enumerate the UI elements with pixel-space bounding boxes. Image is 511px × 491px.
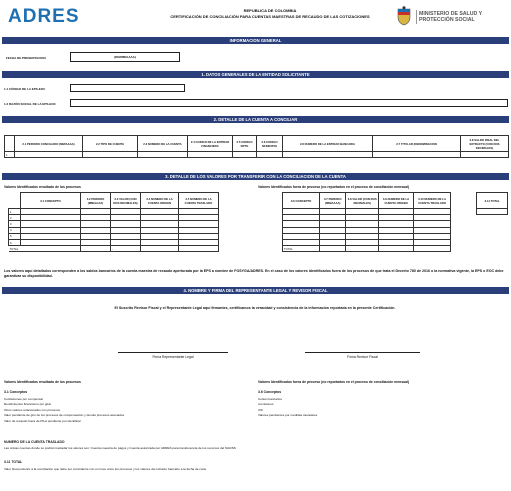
section1-bar: 1. DATOS GENERALES DE LA ENTIDAD SOLICITANTE [2, 71, 509, 78]
list-item: Otros valores relacionados con procesos [4, 407, 61, 412]
section2-bar: 2. DETALLE DE LA CUENTA A CONCILIAR [2, 116, 509, 123]
total-value-fuera: - [346, 246, 379, 252]
table-row: 3 [9, 221, 253, 227]
total-text: Valor final posterior a la conciliación que debe ser coincidente con el cruce entre los procesos y los valores del extracto bancario a la fecha de corte [4, 467, 207, 471]
footer-right-subtitle: 3.6 Conceptos [258, 390, 282, 394]
col-periodo-fuera: 3.7 PERIODO (MM/AAAA) [320, 193, 346, 209]
signature-label-fiscal: Firma Revisor Fiscal [347, 355, 378, 359]
list-item: comisiones [258, 402, 274, 407]
info-general-bar: INFORMACION GENERAL [2, 37, 509, 44]
razon-social-field[interactable] [70, 99, 508, 107]
list-item: Costos bancarios [258, 397, 282, 401]
fecha-field[interactable] [70, 52, 180, 62]
ministry-line-1: MINISTERIO DE SALUD Y [419, 11, 483, 17]
list-item: Cotizaciones por compensar [4, 397, 44, 401]
signature-line-legal [118, 352, 228, 353]
section4-bar: 4. NOMBRE Y FIRMA DEL REPRESENTANTE LEGAL Y REVISOR FISCAL [2, 287, 509, 294]
cuenta-table [4, 135, 509, 158]
list-item: Valores pendientes por medidas cautelares [258, 413, 318, 418]
adres-logo-text: ADRES [8, 6, 80, 27]
table-row: 2 [9, 215, 253, 221]
razon-social-label: 1.2 RAZÓN SOCIAL DE LA EPS-EOC [4, 102, 56, 106]
col-periodo: 3.2 PERIODO (MM/AAAA) [81, 193, 111, 209]
col-valor-fuera: 3.8 VALOR (CON DOS DECIMALES) [346, 193, 379, 209]
total-value: - [111, 246, 141, 252]
certification-statement: El Suscrito Revisor Fiscal y el Representante Legal aquí firmantes, certificamos la veracidad y consistencia de la información reportada en la presente Certificación. [114, 306, 396, 310]
signature-line-fiscal [305, 352, 420, 353]
col-codigo-entidad: 2.4 CODIGO DE LA ENTIDAD FINANCIERA [188, 136, 233, 152]
total-row [283, 246, 508, 252]
col-codigo-municipio: 2.6 CODIGO MUNICIPIO [257, 136, 283, 152]
codigo-eps-field[interactable] [70, 84, 185, 92]
col-cuenta-origen: 3.4 NUMERO DE LA CUENTA ORIGEN [141, 193, 179, 209]
title-line-1: REPUBLICA DE COLOMBIA [243, 8, 297, 13]
footer-left-title: Valores Identificados resultado de los procesos [4, 380, 81, 384]
codigo-eps-label: 1.1 CÓDIGO DE LA EPS-EOC [4, 87, 46, 91]
total-row [9, 246, 253, 252]
footer-left-subtitle: 3.1 Conceptos [4, 390, 28, 394]
table-row [5, 152, 509, 158]
section3-bar: 3. DETALLE DE LOS VALORES POR TRANSFERIR CON LA CONCILIACION DE LA CUENTA [2, 173, 509, 180]
table-row: 5 [9, 233, 253, 239]
list-item: Valor de recaudo fuera de PILA pendiente por identificar [4, 418, 81, 423]
fecha-label: FECHA DE PRESENTACION [6, 56, 46, 60]
ministry-line-2: PROTECCIÓN SOCIAL [419, 17, 475, 23]
cuenta-traslado-title: NUMERO DE LA CUENTA TRASLADO [4, 440, 65, 444]
col-tipo-cuenta: 2.2 TIPO DE CUENTA [83, 136, 138, 152]
fecha-placeholder: (DD/MM/AAAA) [114, 55, 136, 59]
col-concepto: 3.1 CONCEPTO [21, 193, 81, 209]
adres-logo [8, 6, 78, 26]
col-concepto-fuera: 3.6 CONCEPTO [283, 193, 320, 209]
row-number: 1 [5, 152, 15, 158]
col-cuenta-traslado-fuera: 3.10 NUMERO DE LA CUENTA TRASLADO [414, 193, 451, 209]
table-row: 1 [9, 209, 253, 215]
col-periodo-conciliado: 2.1 PERIODO CONCILIADO (MM/AAAA) [15, 136, 83, 152]
col-codigo-dpto: 2.5 CODIGO DPTO [233, 136, 257, 152]
footer-left-list [4, 397, 124, 424]
col-cuenta-origen-fuera: 3.9 NUMERO DE LA CUENTA ORIGEN [379, 193, 414, 209]
col-titular: 2.7 TITULAR (DENOMINACION [373, 136, 461, 152]
list-item: Valor pendiente de giro de los procesos de compensación y demás procesos asociados [4, 413, 125, 418]
total-title: 3.11 TOTAL [4, 460, 23, 464]
left-values-table [8, 192, 253, 252]
table-row: 6 [9, 239, 253, 245]
footer-right-title: Valores Identificados fuera de proceso (no reportados en el proceso de conciliación mensual) [258, 380, 410, 384]
ministry-logo [395, 6, 507, 28]
list-item: IVA [258, 407, 263, 412]
col-total: 3.11 TOTAL [477, 193, 508, 209]
list-item: Rendimientos financieros por girar [4, 402, 52, 407]
colombia-seal-icon [395, 6, 413, 26]
signature-label-legal: Firma Representante Legal [152, 355, 194, 359]
document-title [150, 8, 390, 19]
footer-right-list [258, 397, 317, 419]
total-label-fuera: TOTAL [283, 246, 320, 252]
right-values-title: Valores Identificados fuera de proceso (no reportados en el proceso de conciliación mensual) [258, 185, 410, 189]
total-label: TOTAL [9, 246, 81, 252]
right-values-table [282, 192, 508, 252]
col-saldo-final: 2.8 SALDO FINAL DEL EXTRACTO (CON DOS DECIMALES) [461, 136, 509, 152]
table-row: 4 [9, 227, 253, 233]
left-values-title: Valores Identificados resultado de los procesos [4, 185, 81, 189]
col-numero-entidad: 2.8 NUMERO DE LA ENTIDAD BANCARIA [283, 136, 373, 152]
section3-note: Los valores aquí detallados corresponden a los saldos bancarios de la cuenta maestra de recaudo aperturada por la EPS a nombre de FOSYGA/ADRES. En el caso de los valores identificados fuera de los procesos de que trata el Decreto 780 de 2016 o la normativa vigente, la EPS o EOC debe garantizar su disponibilidad. [4, 269, 504, 279]
cuenta-traslado-text: Las únicas cuentas donde se podrán trasladar los valores son: Cuenta maestra de pagos y Cuenta autorizada por ADRES para transferencia de los recursos del SGDSS [4, 446, 236, 450]
col-numero-cuenta: 2.3 NUMERO DE LA CUENTA [138, 136, 188, 152]
col-cuenta-traslado: 3.5 NUMERO DE LA CUENTA TRASLADO [179, 193, 219, 209]
title-line-2: CERTIFICACIÓN DE CONCILIACIÓN PARA CUENTAS MAESTRAS DE RECAUDO DE LAS COTIZACIONES [170, 14, 370, 19]
col-valor: 3.3 VALOR (CON DOS DECIMALES) [111, 193, 141, 209]
